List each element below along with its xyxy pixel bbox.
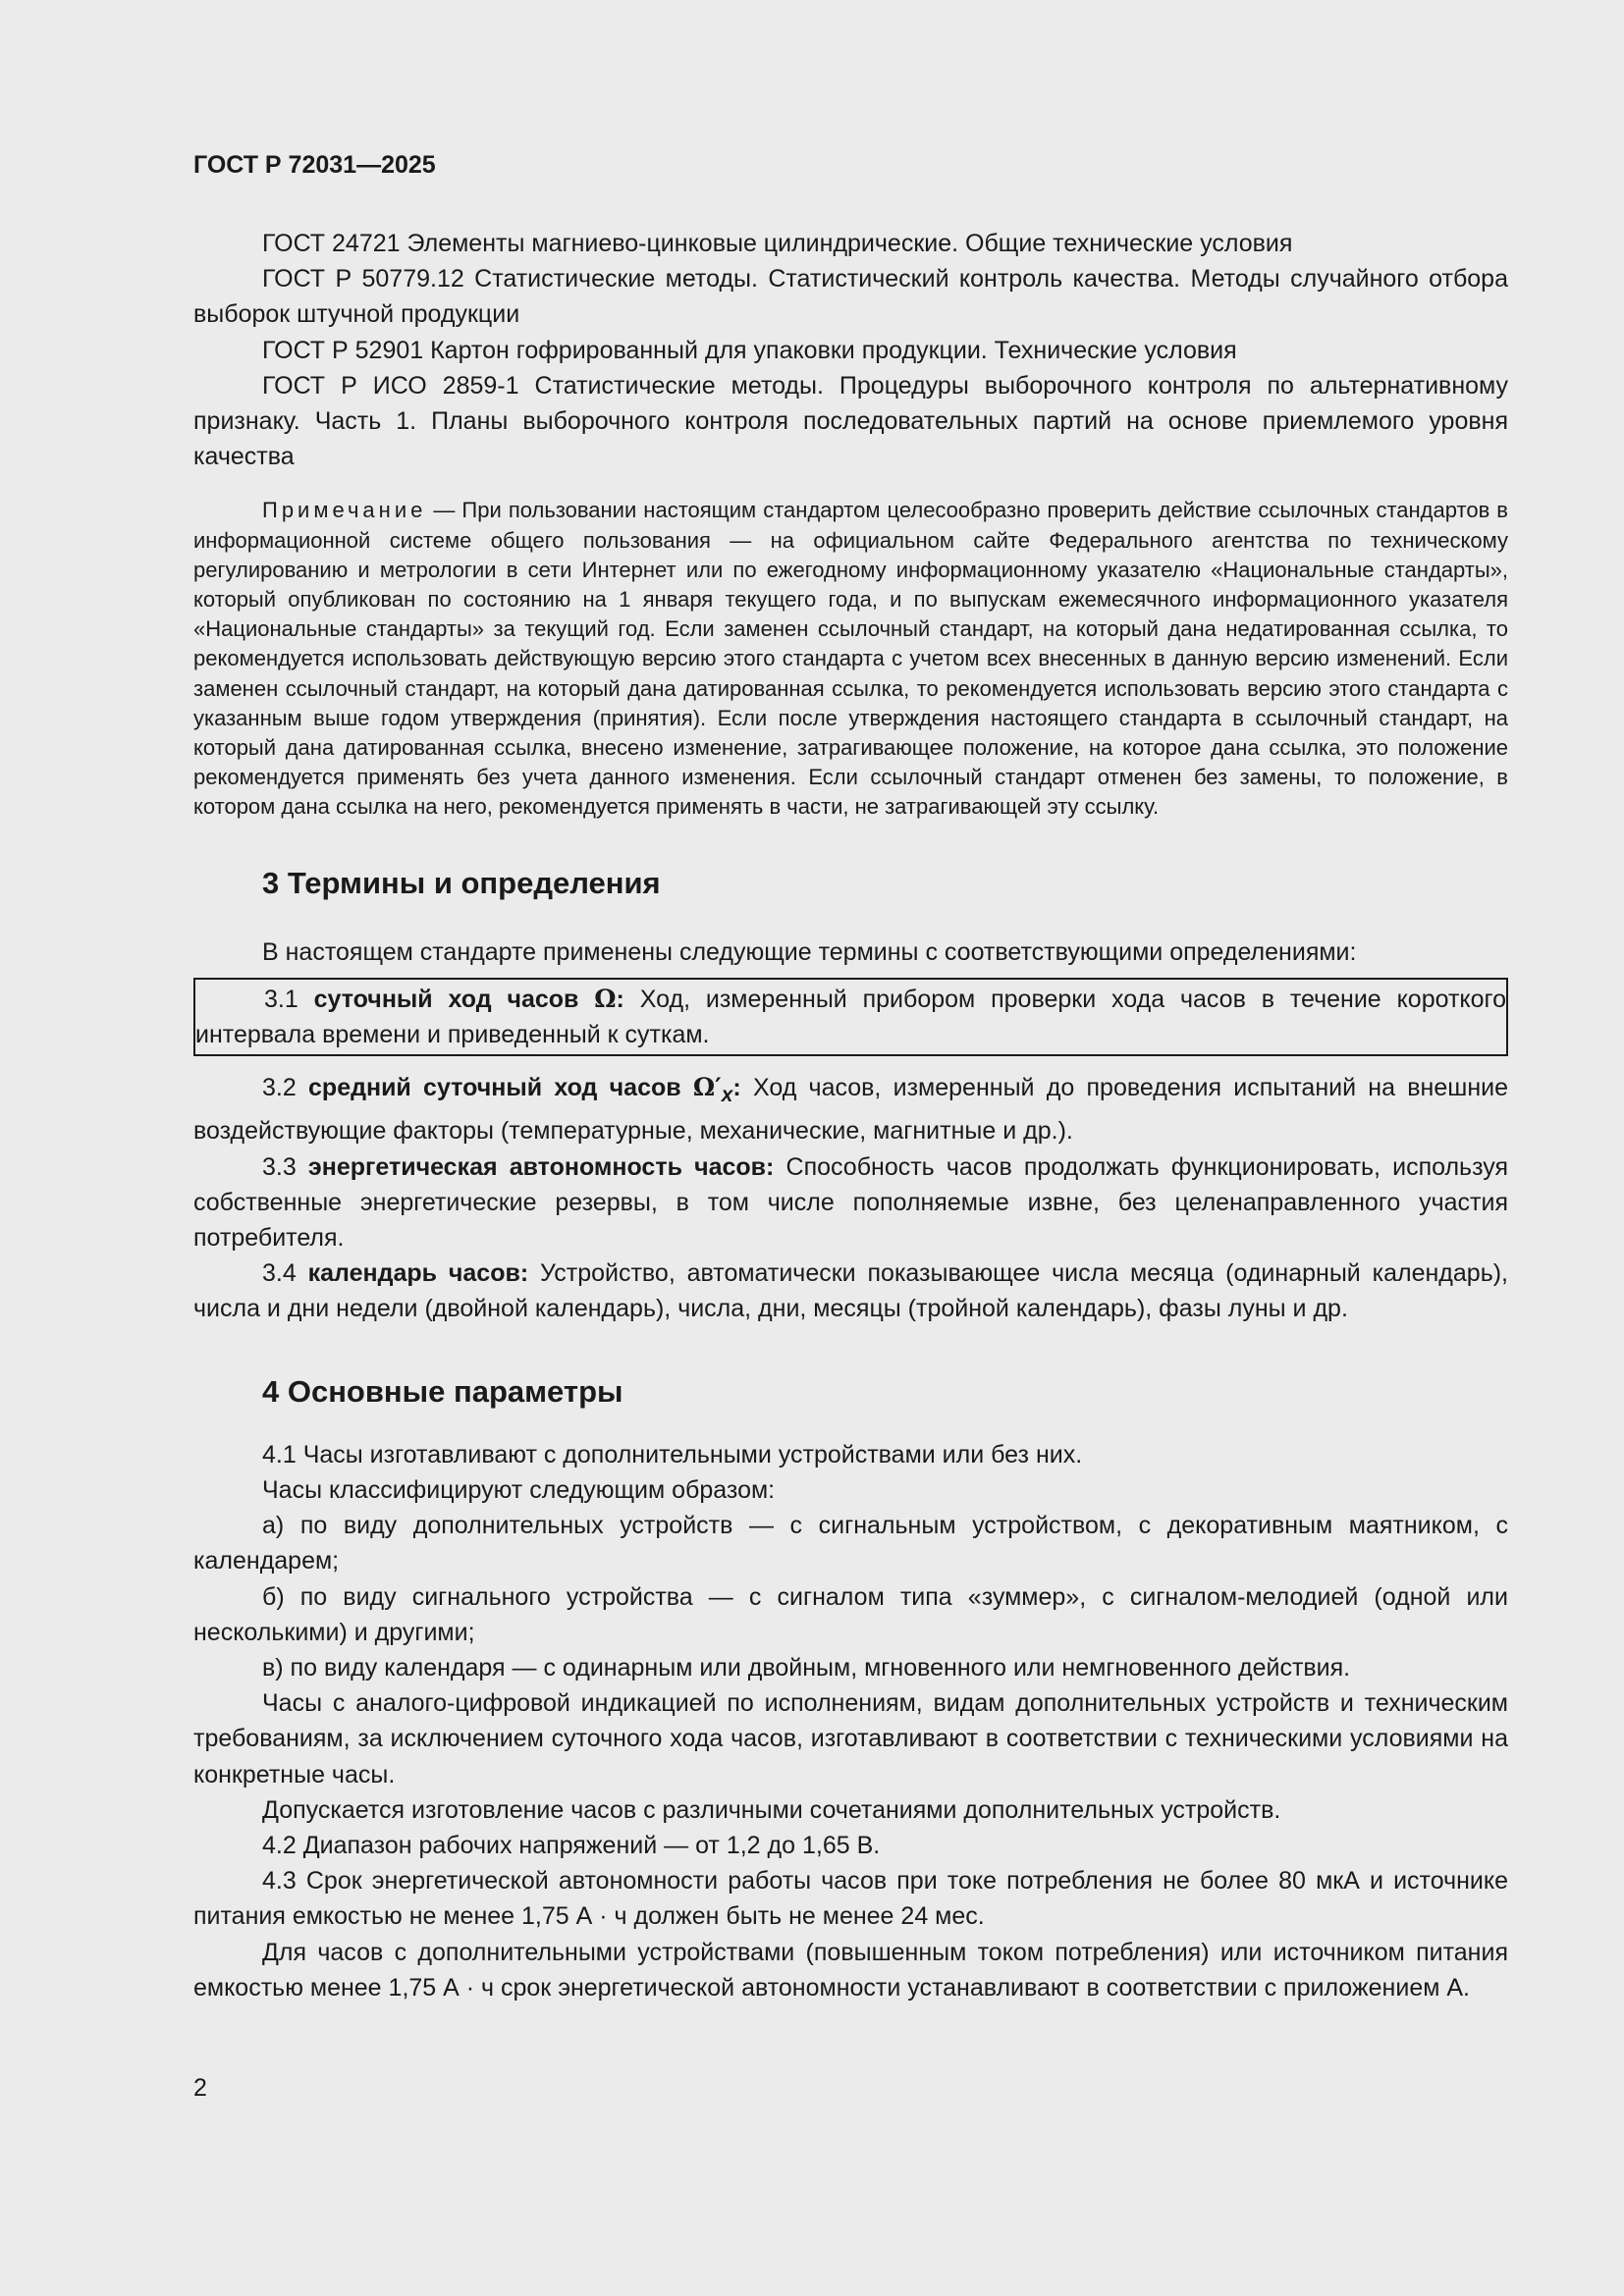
term-name: средний суточный ход часов bbox=[308, 1074, 693, 1102]
term-colon: : bbox=[732, 1074, 741, 1102]
note-paragraph bbox=[193, 496, 1508, 822]
section-4-paragraph: б) по виду сигнального устройства — с сигналом типа «зуммер», с сигналом-мелодией (одной или несколькими) и другими; bbox=[193, 1582, 1508, 1646]
term-name: суточный ход часов bbox=[313, 985, 595, 1013]
term-symbol: Ω′ bbox=[692, 1073, 722, 1102]
term-name: энергетическая автономность часов: bbox=[307, 1152, 775, 1181]
term-number: 3.1 bbox=[264, 985, 314, 1013]
term-box bbox=[193, 978, 1508, 1056]
term-definition: Ход часов, измеренный до проведения испытаний на внешние воздействующие факторы (температурные, механические, магнитные и др.). bbox=[193, 1074, 1508, 1146]
term-number: 3.4 bbox=[262, 1259, 308, 1288]
term-name: календарь часов: bbox=[307, 1259, 529, 1288]
term-definition: Способность часов продолжать функционировать, используя собственные энергетические резервы, в том числе пополняемые извне, без целенаправленного участия потребителя. bbox=[193, 1152, 1509, 1253]
section-4-paragraph: 4.1 Часы изготавливают с дополнительными устройствами или без них. bbox=[262, 1440, 1083, 1468]
section-3-heading: 3 Термины и определения bbox=[262, 865, 661, 900]
section-3-intro: В настоящем стандарте применены следующие термины с соответствующими определениями: bbox=[262, 937, 1357, 966]
note-text: — При пользовании настоящим стандартом целесообразно проверить действие ссылочных стандартов в информационной системе общего пользования — на официальном сайте Федерального агентства по техническому регулированию и метрологии в сети Интернет или по ежегодному информационному указателю «Национальные стандарты», который опубликован по состоянию на 1 января текущего года, и по выпускам ежемесячного информационного указателя «Национальные стандарты» за текущий год. Если заменен ссылочный стандарт, на который дана недатированная ссылка, то рекомендуется использовать действующую версию этого стандарта с учетом всех внесенных в данную версию изменений. Если заменен ссылочный стандарт, на который дана датированная ссылка, то рекомендуется использовать версию этого стандарта с указанным выше годом утверждения (принятия). Если после утверждения настоящего стандарта в ссылочный стандарт, на который дана датированная ссылка, внесено изменение, затрагивающее положение, на которое дана ссылка, это положение рекомендуется применять без учета данного изменения. Если ссылочный стандарт отменен без замены, то положение, в котором дана ссылка на него, рекомендуется применять в части, не затрагивающей эту ссылку. bbox=[193, 498, 1508, 820]
section-4-paragraph: Для часов с дополнительными устройствами (повышенным током потребления) или источником питания емкостью менее 1,75 А · ч срок энергетической автономности устанавливают в соответствии с приложением А. bbox=[193, 1938, 1508, 2002]
term-definition: Устройство, автоматически показывающее числа месяца (одинарный календарь), числа и дни недели (двойной календарь), числа, дни, месяцы (тройной календарь), фазы луны и др. bbox=[193, 1259, 1508, 1323]
term-3-3 bbox=[193, 1149, 1508, 1256]
term-symbol-subscript: x bbox=[721, 1084, 733, 1107]
note-label: Примечание bbox=[262, 498, 427, 523]
term-3-4 bbox=[193, 1255, 1508, 1326]
section-4-paragraph: 4.2 Диапазон рабочих напряжений — от 1,2 до 1,65 В. bbox=[262, 1831, 881, 1859]
term-number: 3.3 bbox=[262, 1152, 308, 1181]
section-4-paragraph: Часы с аналого-цифровой индикацией по исполнениям, видам дополнительных устройств и техническим требованиям, за исключением суточного хода часов, изготавливают в соответствии с техническими условиями на конкретные часы. bbox=[193, 1689, 1508, 1789]
reference-item: ГОСТ Р ИСО 2859-1 Статистические методы. Процедуры выборочного контроля по альтернативному признаку. Часть 1. Планы выборочного контроля последовательных партий на основе приемлемого уровня качества bbox=[193, 371, 1508, 471]
reference-item: ГОСТ 24721 Элементы магниево-цинковые цилиндрические. Общие технические условия bbox=[262, 230, 1293, 257]
document-header: ГОСТ Р 72031—2025 bbox=[193, 151, 436, 179]
term-3-1 bbox=[195, 982, 1506, 1052]
reference-item: ГОСТ Р 52901 Картон гофрированный для упаковки продукции. Технические условия bbox=[262, 336, 1237, 364]
page-number: 2 bbox=[193, 2074, 207, 2102]
term-colon: : bbox=[616, 985, 624, 1013]
section-4-heading: 4 Основные параметры bbox=[262, 1373, 623, 1409]
term-number: 3.2 bbox=[262, 1074, 309, 1102]
term-symbol: Ω bbox=[594, 984, 617, 1013]
section-4-paragraph: Часы классифицируют следующим образом: bbox=[262, 1475, 776, 1504]
section-4-paragraph: 4.3 Срок энергетической автономности работы часов при токе потребления не более 80 мкА и источнике питания емкостью не менее 1,75 А · ч должен быть не менее 24 мес. bbox=[193, 1867, 1508, 1931]
reference-item: ГОСТ Р 50779.12 Статистические методы. Статистический контроль качества. Методы случайного отбора выборок штучной продукции bbox=[193, 265, 1508, 329]
section-4-paragraph: Допускается изготовление часов с различными сочетаниями дополнительных устройств. bbox=[262, 1795, 1281, 1824]
section-4-paragraph: а) по виду дополнительных устройств — с сигнальным устройством, с декоративным маятником, с календарем; bbox=[193, 1512, 1508, 1575]
document-page bbox=[193, 145, 1508, 2005]
term-definition: Ход, измеренный прибором проверки хода часов в течение короткого интервала времени и приведенный к суткам. bbox=[195, 985, 1506, 1049]
term-3-2 bbox=[193, 1070, 1508, 1148]
section-4-paragraph: в) по виду календаря — с одинарным или двойным, мгновенного или немгновенного действия. bbox=[262, 1653, 1351, 1682]
